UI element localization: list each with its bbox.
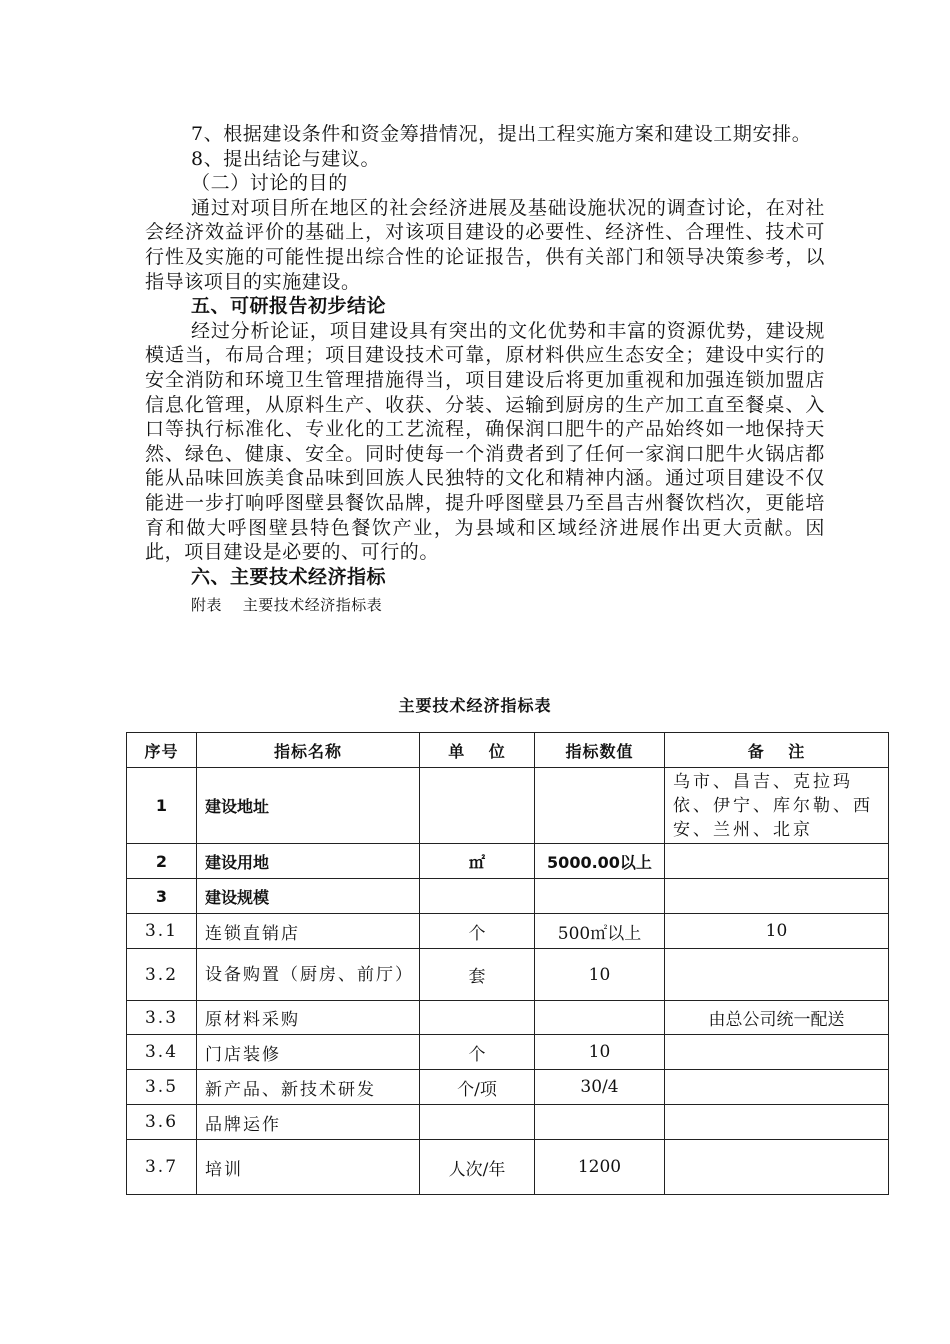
cell-value xyxy=(535,1001,665,1035)
cell-unit xyxy=(420,1105,535,1140)
cell-remark: 10 xyxy=(665,914,889,949)
table-header-row xyxy=(127,733,889,768)
paragraph-conclusion: 经过分析论证，项目建设具有突出的文化优势和丰富的资源优势，建设规模适当，布局合理；项目建设技术可靠，原材料供应生态安全；建设中实行的安全消防和环境卫生管理措施得当，项目建设后将更加重视和加强连锁加盟店信息化管理，从原料生产、收获、分装、运输到厨房的生产加工直至餐桌、入口等执行标准化、专业化的工艺流程，确保润口肥牛的产品始终如一地保持天然、绿色、健康、安全。同时使每一个消费者到了任何一家润口肥牛火锅店都能从品味回族美食品味到回族人民独特的文化和精神内涵。通过项目建设不仅能进一步打响呼图壁县餐饮品牌，提升呼图壁县乃至昌吉州餐饮档次，更能培育和做大呼图壁县特色餐饮产业，为县域和区域经济进展作出更大贡献。因此，项目建设是必要的、可行的。 xyxy=(145,319,825,564)
table-row xyxy=(127,879,889,914)
cell-remark xyxy=(665,1035,889,1070)
cell-name: 建设用地 xyxy=(197,844,420,879)
cell-value xyxy=(535,1105,665,1140)
paragraph-purpose: 通过对项目所在地区的社会经济进展及基础设施状况的调查讨论，在对社会经济效益评价的基础上，对该项目建设的必要性、经济性、合理性、技术可行性及实施的可能性提出综合性的论证报告，供有关部门和领导决策参考，以指导该项目的实施建设。 xyxy=(145,196,825,293)
cell-remark: 由总公司统一配送 xyxy=(665,1001,889,1035)
cell-no: 3.6 xyxy=(127,1105,197,1140)
heading-section-5: 五、可研报告初步结论 xyxy=(191,295,387,318)
table-row xyxy=(127,1070,889,1105)
cell-name: 设备购置（厨房、前厅） xyxy=(197,949,420,1001)
paragraph-item-8: 8、提出结论与建议。 xyxy=(191,147,381,170)
cell-unit: 个/项 xyxy=(420,1070,535,1105)
cell-remark xyxy=(665,1140,889,1195)
cell-value: 30/4 xyxy=(535,1070,665,1105)
cell-no: 3.3 xyxy=(127,1001,197,1035)
cell-no: 2 xyxy=(127,844,197,879)
cell-remark xyxy=(665,844,889,879)
cell-name: 建设规模 xyxy=(197,879,420,914)
table-row xyxy=(127,844,889,879)
cell-value: 1200 xyxy=(535,1140,665,1195)
cell-value: 5000.00以上 xyxy=(535,844,665,879)
cell-name: 培训 xyxy=(197,1140,420,1195)
cell-name: 品牌运作 xyxy=(197,1105,420,1140)
header-no: 序号 xyxy=(127,733,197,768)
indicator-table xyxy=(126,732,889,1195)
cell-value: 10 xyxy=(535,949,665,1001)
cell-unit xyxy=(420,1001,535,1035)
table-caption: 主要技术经济指标表 xyxy=(398,696,552,715)
cell-unit: 人次/年 xyxy=(420,1140,535,1195)
cell-no: 3.2 xyxy=(127,949,197,1001)
cell-value: 500㎡以上 xyxy=(535,914,665,949)
body-text xyxy=(145,122,825,618)
cell-value: 10 xyxy=(535,1035,665,1070)
cell-remark xyxy=(665,879,889,914)
cell-name: 建设地址 xyxy=(197,768,420,844)
cell-name: 原材料采购 xyxy=(197,1001,420,1035)
cell-remark xyxy=(665,1105,889,1140)
cell-no: 3.5 xyxy=(127,1070,197,1105)
cell-unit: 个 xyxy=(420,1035,535,1070)
header-name: 指标名称 xyxy=(197,733,420,768)
cell-value xyxy=(535,879,665,914)
table-row xyxy=(127,1035,889,1070)
cell-unit xyxy=(420,879,535,914)
cell-no: 3.7 xyxy=(127,1140,197,1195)
table-row xyxy=(127,949,889,1001)
cell-unit: 个 xyxy=(420,914,535,949)
cell-no: 3.4 xyxy=(127,1035,197,1070)
cell-name: 新产品、新技术研发 xyxy=(197,1070,420,1105)
cell-unit: ㎡ xyxy=(420,844,535,879)
cell-remark: 乌市、昌吉、克拉玛依、伊宁、库尔勒、西安、兰州、北京 xyxy=(665,768,889,844)
heading-section-6: 六、主要技术经济指标 xyxy=(191,565,387,588)
cell-unit: 套 xyxy=(420,949,535,1001)
cell-remark xyxy=(665,1070,889,1105)
cell-no: 3 xyxy=(127,879,197,914)
table-row xyxy=(127,1140,889,1195)
cell-remark xyxy=(665,949,889,1001)
paragraph-item-7: 7、根据建设条件和资金筹措情况，提出工程实施方案和建设工期安排。 xyxy=(191,123,812,145)
appendix-note: 附表 主要技术经济指标表 xyxy=(191,596,383,615)
table-row xyxy=(127,914,889,949)
header-remark: 备 注 xyxy=(665,733,889,768)
table-row xyxy=(127,1105,889,1140)
cell-no: 1 xyxy=(127,768,197,844)
header-unit: 单 位 xyxy=(420,733,535,768)
cell-name: 连锁直销店 xyxy=(197,914,420,949)
table-row xyxy=(127,1001,889,1035)
cell-unit xyxy=(420,768,535,844)
cell-name: 门店装修 xyxy=(197,1035,420,1070)
subheading-purpose: （二）讨论的目的 xyxy=(191,172,348,195)
cell-no: 3.1 xyxy=(127,914,197,949)
header-value: 指标数值 xyxy=(535,733,665,768)
table-row xyxy=(127,768,889,844)
cell-value xyxy=(535,768,665,844)
